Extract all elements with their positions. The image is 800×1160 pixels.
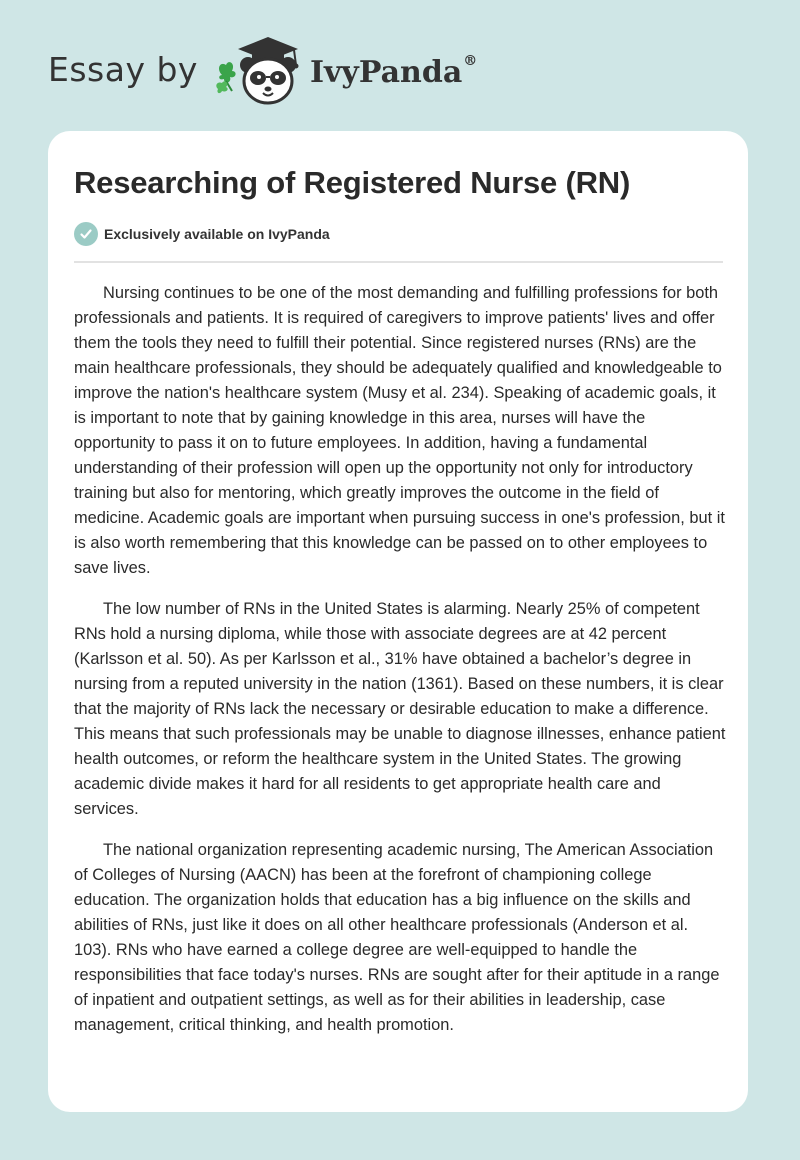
paragraph: Nursing continues to be one of the most demanding and fulfilling professions for both professionals and patients. It is required of caregivers to improve patients' lives and offer them the tools they need to fulfill their potential. Since registered nurses (RNs) are the main healthcare professionals, they should be adequately qualified and knowledgeable to improve the nation's healthcare system (Musy et al. 234). Speaking of academic goals, it is important to note that by gaining knowledge in this area, nurses will have the opportunity to pass it on to future employees. In addition, having a fundamental understanding of their profession will open up the opportunity not only for introductory training but also for mentoring, which greatly improves the outcome in the field of medicine. Academic goals are important when pursuing success in one's profession, but it is also worth remembering that this knowledge can be passed on to other employees to save lives. [74,284,725,577]
divider [74,261,723,263]
essay-body [74,281,726,1054]
brand-prefix: Essay by [48,49,198,89]
essay-card [48,131,748,1112]
paragraph: The low number of RNs in the United States is alarming. Nearly 25% of competent RNs hold a nursing diploma, while those with associate degrees are at 42 percent (Karlsson et al. 50). As per Karlsson et al., 31% have obtained a bachelor’s degree in nursing from a reputed university in the nation (1361). Based on these numbers, it is clear that the majority of RNs lack the necessary or desirable education to make a difference. This means that such professionals may be unable to diagnose illnesses, enhance patient health outcomes, or reform the healthcare system in the United States. The growing academic divide makes it hard for all residents to get appropriate health care and services. [74,600,726,818]
exclusive-badge [74,222,330,246]
brand-name: IvyPanda® [309,52,478,90]
paragraph: The national organization representing academic nursing, The American Association of Colleges of Nursing (AACN) has been at the forefront of championing college education. The organization holds that education has a big influence on the skills and abilities of RNs, just like it does on all other healthcare professionals (Anderson et al. 103). RNs who have earned a college degree are well-equipped to handle the responsibilities that face today's nurses. RNs are sought after for their aptitude in a range of inpatient and outpatient settings, as well as for their abilities in leadership, case management, critical thinking, and health promotion. [74,841,720,1034]
registered-mark: ® [463,52,478,69]
check-icon [74,222,98,246]
brand-header [48,36,477,106]
badge-label: Exclusively available on IvyPanda [104,226,330,242]
panda-logo-icon [214,35,306,107]
page-title: Researching of Registered Nurse (RN) [74,165,631,200]
